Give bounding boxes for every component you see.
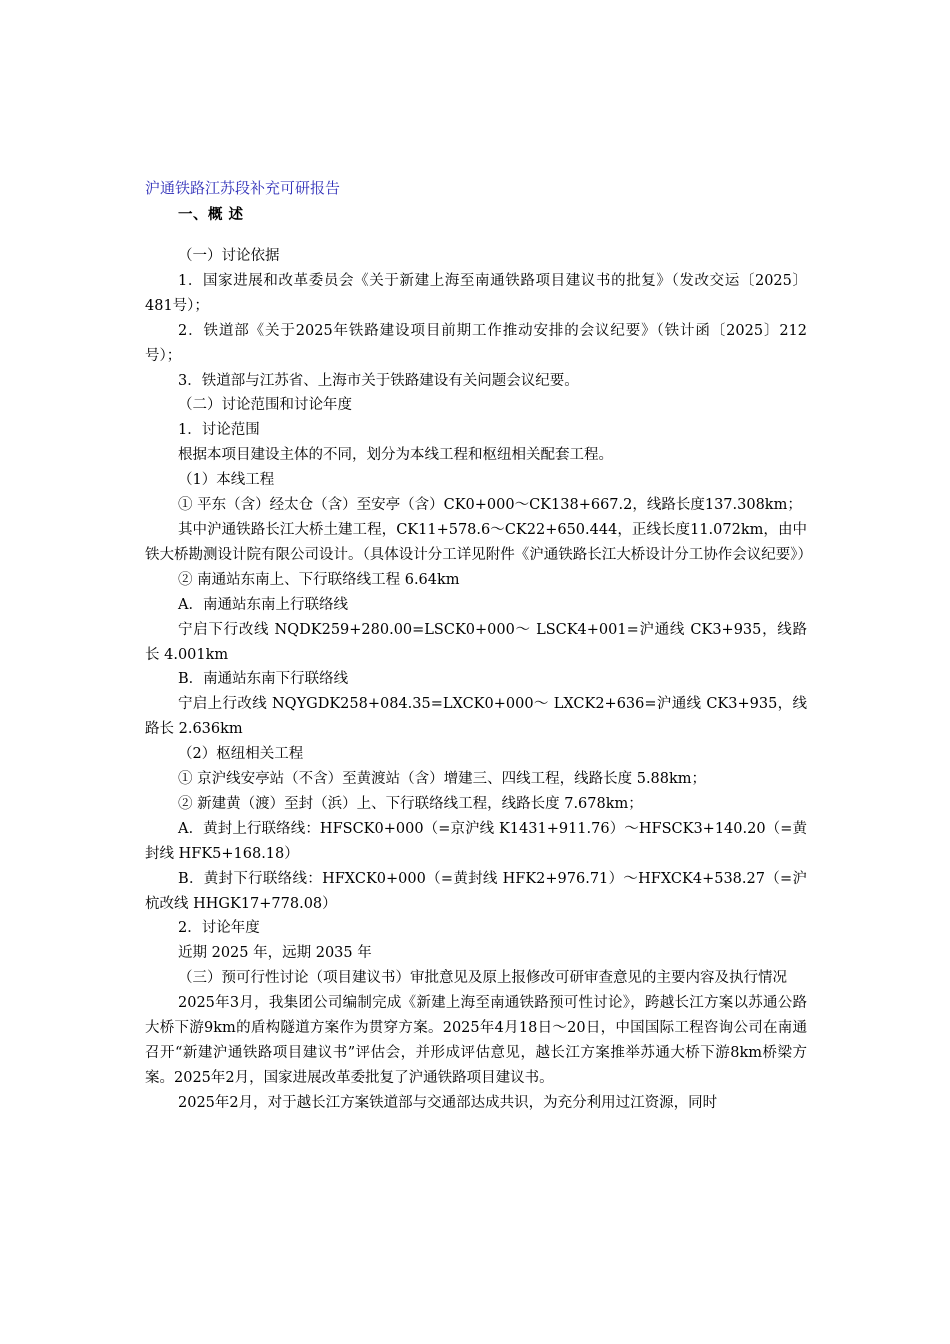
paragraph: A．黄封上行联络线：HFSCK0+000（=京沪线 K1431+911.76）～HFSCK3+140.20（=黄封线 HFK5+168.18） [145, 820, 807, 862]
paragraph: 近期 2025 年，远期 2035 年 [178, 945, 372, 962]
paragraph: B．南通站东南下行联络线 [178, 671, 349, 688]
paragraph: 1．国家进展和改革委员会《关于新建上海至南通铁路项目建议书的批复》（发改交运〔2025〕481号）； [145, 272, 807, 314]
paragraph: ② 南通站东南上、下行联络线工程 6.64km [178, 571, 460, 588]
paragraph: 宁启上行改线 NQYGDK258+084.35=LXCK0+000～ LXCK2+636=沪通线 CK3+935，线路长 2.636km [145, 696, 807, 738]
paragraph: ① 平东（含）经太仓（含）至安亭（含）CK0+000～CK138+667.2，线路长度137.308km； [178, 497, 802, 514]
paragraph: （1）本线工程 [178, 472, 275, 489]
paragraph: （二）讨论范围和讨论年度 [178, 397, 352, 414]
paragraph: （三）预可行性讨论（项目建议书）审批意见及原上报修改可研审查意见的主要内容及执行情况 [178, 970, 787, 987]
paragraph: A．南通站东南上行联络线 [178, 596, 348, 613]
paragraph: 其中沪通铁路长江大桥土建工程，CK11+578.6～CK22+650.444，正线长度11.072km，由中铁大桥勘测设计院有限公司设计。（具体设计分工详见附件《沪通铁路长江大桥设计分工协作会议纪要》） [145, 521, 812, 563]
paragraph: ② 新建黄（渡）至封（浜）上、下行联络线工程，线路长度 7.678km； [178, 795, 643, 812]
paragraph: 3．铁道部与江苏省、上海市关于铁路建设有关问题会议纪要。 [178, 372, 579, 389]
paragraph: 宁启下行改线 NQDK259+280.00=LSCK0+000～ LSCK4+001=沪通线 CK3+935，线路长 4.001km [145, 621, 807, 663]
paragraph: ① 京沪线安亭站（不含）至黄渡站（含）增建三、四线工程，线路长度 5.88km； [178, 771, 707, 788]
document-body [145, 244, 812, 1116]
paragraph: （一）讨论依据 [178, 248, 280, 264]
paragraph: （2）枢纽相关工程 [178, 746, 304, 763]
paragraph: 1．讨论范围 [178, 422, 260, 439]
paragraph: 2025年2月，对于越长江方案铁道部与交通部达成共识，为充分利用过江资源，同时 [178, 1094, 718, 1111]
paragraph: 2．讨论年度 [178, 920, 260, 937]
paragraph: 根据本项目建设主体的不同，划分为本线工程和枢纽相关配套工程。 [178, 447, 613, 464]
document-title-link[interactable]: 沪通铁路江苏段补充可研报告 [145, 179, 341, 197]
paragraph: 2．铁道部《关于2025年铁路建设项目前期工作推动安排的会议纪要》（铁计函〔2025〕212号）； [145, 322, 807, 364]
paragraph: 2025年3月，我集团公司编制完成《新建上海至南通铁路预可性讨论》，跨越长江方案以苏通公路大桥下游9km的盾构隧道方案作为贯穿方案。2025年4月18日～20日，中国国际工程咨询公司在南通召开“新建沪通铁路项目建议书”评估会，并形成评估意见，越长江方案推举苏通大桥下游8km桥梁方案。2025年2月，国家进展改革委批复了沪通铁路项目建议书。 [145, 995, 807, 1086]
section-heading: 一、概 述 [178, 206, 244, 223]
paragraph: B．黄封下行联络线：HFXCK0+000（=黄封线 HFK2+976.71）～HFXCK4+538.27（=沪杭改线 HHGK17+778.08） [145, 870, 807, 912]
